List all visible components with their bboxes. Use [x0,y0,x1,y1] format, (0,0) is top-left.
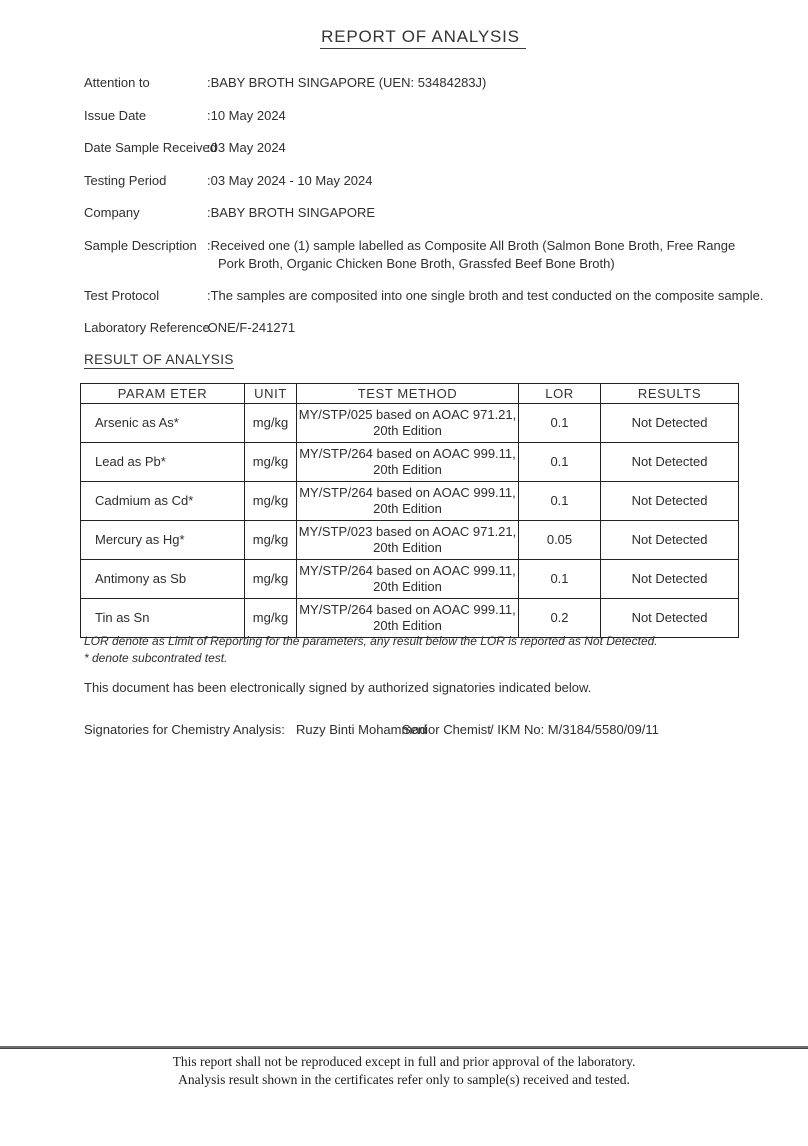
cell-test-method [297,599,519,638]
cell-parameter: Arsenic as As* [81,404,245,443]
footer-line-1: This report shall not be reproduced except in full and prior approval of the laboratory. [172,1054,636,1069]
footnote-lor: LOR denote as Limit of Reporting for the parameters, any result below the LOR is reported as Not Detected. [84,634,658,648]
method-line-2: 20th Edition [373,540,442,555]
footer-divider [0,1046,808,1049]
cell-result: Not Detected [601,404,739,443]
field-label: Laboratory Reference [84,320,210,335]
cell-lor: 0.1 [519,443,601,482]
signatory-name: Ruzy Binti Mohammad [296,722,427,737]
method-line-1: MY/STP/264 based on AOAC 999.11, [299,602,516,617]
field-attention-to [0,75,808,92]
cell-parameter: Antimony as Sb [81,560,245,599]
field-value: :BABY BROTH SINGAPORE (UEN: 53484283J) [207,75,487,90]
method-line-1: MY/STP/264 based on AOAC 999.11, [299,563,516,578]
field-value: :03 May 2024 - 10 May 2024 [207,173,373,188]
field-issue-date [0,108,808,125]
signatory-role: Senior Chemist [402,722,491,737]
cell-test-method [297,443,519,482]
field-label: Date Sample Received [84,140,217,155]
signatory-ikm-number: / IKM No: M/3184/5580/09/11 [490,722,659,737]
cell-unit: mg/kg [245,560,297,599]
field-value: :10 May 2024 [207,108,286,123]
cell-test-method [297,560,519,599]
method-line-2: 20th Edition [373,423,442,438]
cell-lor: 0.05 [519,521,601,560]
method-line-2: 20th Edition [373,501,442,516]
field-test-protocol [0,288,808,305]
field-laboratory-reference [0,320,808,337]
field-value: :ONE/F-241271 [204,320,296,335]
col-header-test-method: TEST METHOD [297,384,519,404]
field-value: :BABY BROTH SINGAPORE [207,205,376,220]
document-title-wrap [0,27,808,49]
cell-test-method [297,521,519,560]
footnote-asterisk: * denote subcontrated test. [84,651,228,665]
field-testing-period [0,173,808,190]
field-company [0,205,808,222]
col-header-lor: LOR [519,384,601,404]
signed-statement: This document has been electronically signed by authorized signatories indicated below. [84,680,592,695]
cell-lor: 0.1 [519,404,601,443]
method-line-1: MY/STP/023 based on AOAC 971.21, [298,524,517,539]
results-table [80,383,739,638]
field-value: :03 May 2024 [207,140,286,155]
table-row [81,560,739,599]
cell-test-method [297,482,519,521]
col-header-parameter: PARAM ETER [81,384,245,404]
signatories-label: Signatories for Chemistry Analysis: [84,722,285,737]
document-title: REPORT OF ANALYSIS [320,27,526,49]
cell-lor: 0.2 [519,599,601,638]
field-label: Company [84,205,140,220]
method-line-2: 20th Edition [373,618,442,633]
cell-parameter: Cadmium as Cd* [81,482,245,521]
field-label: Testing Period [84,173,167,188]
cell-parameter: Lead as Pb* [81,443,245,482]
cell-parameter: Tin as Sn [81,599,245,638]
section-heading-result-of-analysis: RESULT OF ANALYSIS [84,352,234,367]
method-line-2: 20th Edition [373,579,442,594]
field-sample-description [0,238,808,271]
method-line-2: 20th Edition [373,462,442,477]
cell-unit: mg/kg [245,482,297,521]
cell-result: Not Detected [601,521,739,560]
cell-result: Not Detected [601,560,739,599]
footer-line-2: Analysis result shown in the certificates refer only to sample(s) received and tested. [178,1072,630,1087]
field-value-line2: Pork Broth, Organic Chicken Bone Broth, Grassfed Beef Bone Broth) [218,256,615,271]
cell-lor: 0.1 [519,560,601,599]
table-row [81,599,739,638]
col-header-unit: UNIT [245,384,297,404]
field-value-line1: :Received one (1) sample labelled as Composite All Broth (Salmon Bone Broth, Free Range [207,238,736,253]
table-row [81,404,739,443]
field-label: Sample Description [84,238,197,253]
cell-result: Not Detected [601,482,739,521]
method-line-1: MY/STP/264 based on AOAC 999.11, [299,446,516,461]
cell-parameter: Mercury as Hg* [81,521,245,560]
cell-result: Not Detected [601,599,739,638]
table-row [81,521,739,560]
method-line-1: MY/STP/264 based on AOAC 999.11, [299,485,516,500]
col-header-results: RESULTS [601,384,739,404]
table-row [81,482,739,521]
field-label: Attention to [84,75,150,90]
cell-unit: mg/kg [245,443,297,482]
cell-unit: mg/kg [245,404,297,443]
field-date-sample-received [0,140,808,157]
cell-lor: 0.1 [519,482,601,521]
table-header-row [81,384,739,404]
cell-test-method [297,404,519,443]
cell-unit: mg/kg [245,521,297,560]
field-value: :The samples are composited into one single broth and test conducted on the composite sample. [207,288,764,303]
field-label: Test Protocol [84,288,160,303]
cell-unit: mg/kg [245,599,297,638]
method-line-1: MY/STP/025 based on AOAC 971.21, [298,407,517,422]
table-row [81,443,739,482]
field-label: Issue Date [84,108,147,123]
cell-result: Not Detected [601,443,739,482]
signatories-line [0,722,808,739]
